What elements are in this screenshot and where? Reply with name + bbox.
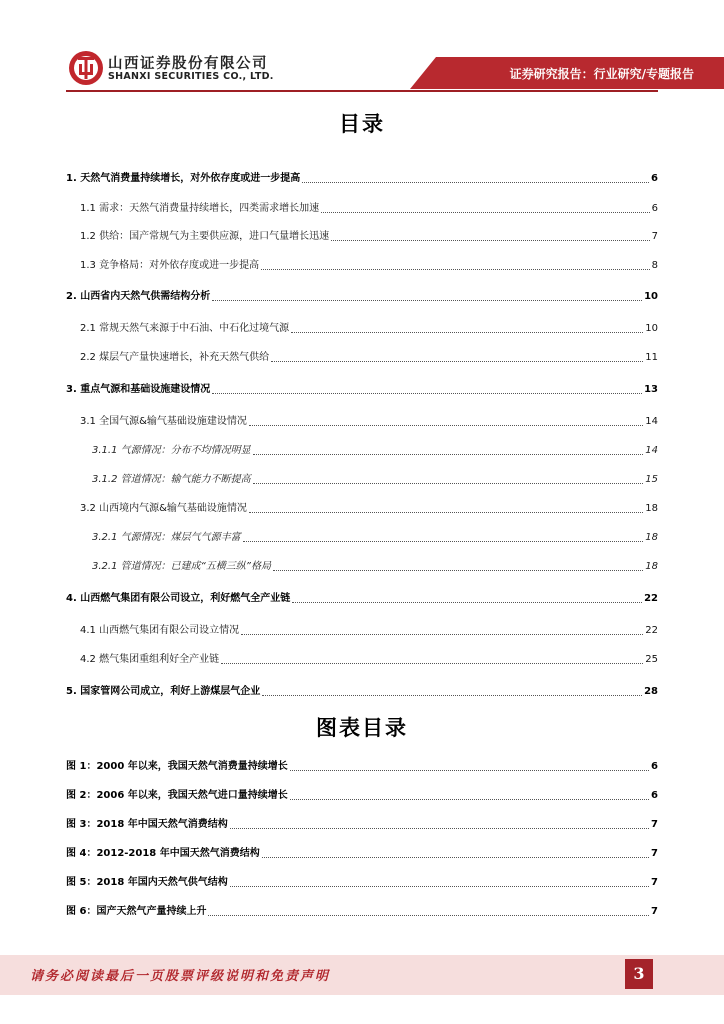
toc-entry[interactable]: 3.1.1 气源情况：分布不均情况明显 14 bbox=[92, 445, 658, 456]
toc-entry[interactable]: 4.2 燃气集团重组利好全产业链 25 bbox=[80, 654, 658, 665]
figure-entry[interactable]: 图 4：2012-2018 年中国天然气消费结构 7 bbox=[66, 848, 658, 859]
toc-entry[interactable]: 3.2 山西境内气源&输气基础设施情况 18 bbox=[80, 503, 658, 514]
disclaimer-text: 请务必阅读最后一页股票评级说明和免责声明 bbox=[30, 969, 331, 984]
figure-entry[interactable]: 图 3：2018 年中国天然气消费结构 7 bbox=[66, 819, 658, 830]
toc-entry[interactable]: 3. 重点气源和基础设施建设情况 13 bbox=[66, 384, 658, 395]
toc-entry[interactable]: 4.1 山西燃气集团有限公司设立情况 22 bbox=[80, 625, 658, 636]
toc-entry[interactable]: 2. 山西省内天然气供需结构分析 10 bbox=[66, 291, 658, 302]
page-number: 3 bbox=[625, 959, 653, 989]
toc-entry[interactable]: 3.1.2 管道情况：输气能力不断提高 15 bbox=[92, 474, 658, 485]
toc-entry[interactable]: 1.2 供给：国产常规气为主要供应源，进口气量增长迅速 7 bbox=[80, 231, 658, 242]
figure-entry[interactable]: 图 6：国产天然气产量持续上升 7 bbox=[66, 906, 658, 917]
figures-title: 图表目录 bbox=[316, 716, 408, 740]
company-logo-icon bbox=[66, 48, 110, 92]
toc-entry[interactable]: 3.2.1 气源情况：煤层气气源丰富 18 bbox=[92, 532, 658, 543]
toc-title: 目录 bbox=[339, 112, 385, 136]
toc-entry[interactable]: 2.2 煤层气产量快速增长，补充天然气供给 11 bbox=[80, 352, 658, 363]
toc-entry[interactable]: 2.1 常规天然气来源于中石油、中石化过境气源 10 bbox=[80, 323, 658, 334]
page-footer bbox=[0, 955, 724, 995]
toc-entry[interactable]: 1.1 需求：天然气消费量持续增长，四类需求增长加速 6 bbox=[80, 203, 658, 214]
toc-entry[interactable]: 1.3 竞争格局：对外依存度或进一步提高 8 bbox=[80, 260, 658, 271]
figure-entry[interactable]: 图 2：2006 年以来，我国天然气进口量持续增长 6 bbox=[66, 790, 658, 801]
figure-entry[interactable]: 图 1：2000 年以来，我国天然气消费量持续增长 6 bbox=[66, 761, 658, 772]
toc-entry[interactable]: 3.2.1 管道情况：已建成“五横三纵”格局 18 bbox=[92, 561, 658, 572]
toc-entry[interactable]: 5. 国家管网公司成立，利好上游煤层气企业 28 bbox=[66, 686, 658, 697]
figure-entry[interactable]: 图 5：2018 年国内天然气供气结构 7 bbox=[66, 877, 658, 888]
report-type-label: 证券研究报告：行业研究/专题报告 bbox=[509, 67, 694, 81]
header-divider bbox=[66, 90, 658, 92]
toc-entry[interactable]: 1. 天然气消费量持续增长，对外依存度或进一步提高 6 bbox=[66, 173, 658, 184]
toc-entry[interactable]: 4. 山西燃气集团有限公司设立，利好燃气全产业链 22 bbox=[66, 593, 658, 604]
company-name-cn: 山西证券股份有限公司 bbox=[108, 56, 268, 72]
report-type-banner bbox=[410, 57, 724, 89]
company-name-en: SHANXI SECURITIES CO., LTD. bbox=[108, 71, 274, 82]
toc-entry[interactable]: 3.1 全国气源&输气基础设施建设情况 14 bbox=[80, 416, 658, 427]
page-header bbox=[0, 0, 724, 100]
